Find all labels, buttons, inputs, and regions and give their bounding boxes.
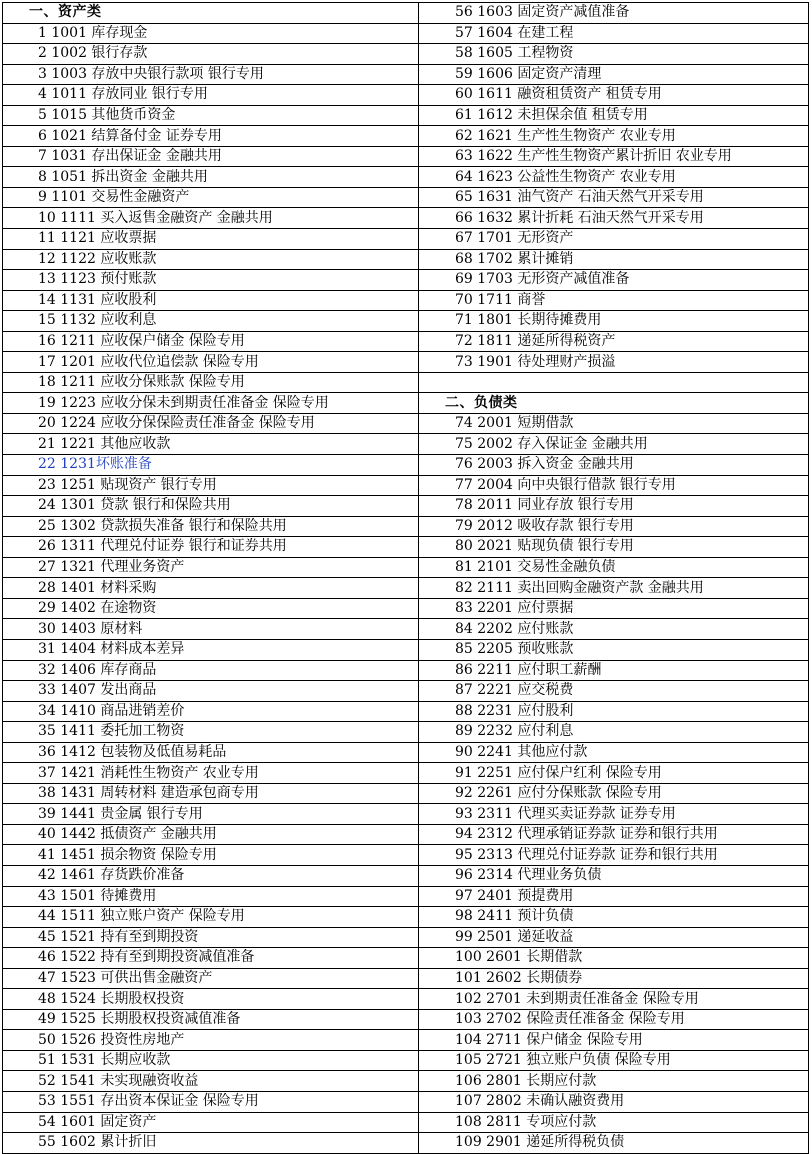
table-row [3, 85, 419, 106]
table-row [3, 1091, 419, 1112]
table-row [3, 413, 419, 434]
table-row [3, 475, 419, 496]
account-cell[interactable]: 100 2601 长期借款 [419, 948, 809, 969]
table-row [3, 578, 419, 599]
table-row [3, 948, 419, 969]
account-cell[interactable]: 64 1623 公益性生物资产 农业专用 [419, 167, 809, 188]
table-row [3, 804, 419, 825]
account-cell[interactable]: 65 1631 油气资产 石油天然气开采专用 [419, 187, 809, 208]
account-cell[interactable]: 63 1622 生产性生物资产累计折旧 农业专用 [419, 146, 809, 167]
table-row [3, 372, 419, 393]
table-row [419, 763, 809, 784]
account-cell[interactable]: 104 2711 保户储金 保险专用 [419, 1030, 809, 1051]
account-cell[interactable]: 108 2811 专项应付款 [419, 1112, 809, 1133]
account-cell[interactable]: 81 2101 交易性金融负债 [419, 557, 809, 578]
account-cell[interactable]: 85 2205 预收账款 [419, 639, 809, 660]
account-cell[interactable]: 9 1101 交易性金融资产 [3, 187, 419, 208]
table-row [3, 927, 419, 948]
account-cell[interactable]: 11 1121 应收票据 [3, 229, 419, 250]
account-cell[interactable]: 93 2311 代理买卖证券款 证券专用 [419, 804, 809, 825]
account-cell[interactable]: 22 1231坏账准备 [3, 455, 419, 476]
table-row [419, 475, 809, 496]
table-row [419, 907, 809, 928]
table-row [3, 660, 419, 681]
table-row [3, 187, 419, 208]
account-cell[interactable]: 71 1801 长期待摊费用 [419, 311, 809, 332]
account-cell[interactable]: 58 1605 工程物资 [419, 44, 809, 65]
account-cell[interactable]: 68 1702 累计摊销 [419, 249, 809, 270]
account-cell[interactable]: 80 2021 贴现负债 银行专用 [419, 537, 809, 558]
account-cell[interactable]: 28 1401 材料采购 [3, 578, 419, 599]
account-cell[interactable]: 37 1421 消耗性生物资产 农业专用 [3, 763, 419, 784]
table-row [419, 886, 809, 907]
table-row [3, 968, 419, 989]
table-row [3, 1009, 419, 1030]
account-cell[interactable]: 47 1523 可供出售金融资产 [3, 968, 419, 989]
table-row [3, 1133, 419, 1154]
table-row [419, 167, 809, 188]
account-cell[interactable]: 101 2602 长期债券 [419, 968, 809, 989]
account-cell[interactable]: 89 2232 应付利息 [419, 722, 809, 743]
account-cell[interactable]: 94 2312 代理承销证券款 证券和银行共用 [419, 824, 809, 845]
table-row [419, 434, 809, 455]
asset-table [2, 2, 419, 1154]
account-cell[interactable]: 8 1051 拆出资金 金融共用 [3, 167, 419, 188]
table-row [419, 845, 809, 866]
account-cell[interactable]: 34 1410 商品进销差价 [3, 701, 419, 722]
table-row [3, 1050, 419, 1071]
section-header-row [3, 3, 419, 24]
account-cell[interactable]: 96 2314 代理业务负债 [419, 865, 809, 886]
account-cell[interactable]: 55 1602 累计折旧 [3, 1133, 419, 1154]
account-cell[interactable]: 42 1461 存货跌价准备 [3, 865, 419, 886]
account-cell[interactable]: 18 1211 应收分保账款 保险专用 [3, 372, 419, 393]
account-cell[interactable]: 14 1131 应收股利 [3, 290, 419, 311]
table-row [419, 393, 809, 414]
table-row [419, 496, 809, 517]
account-cell[interactable]: 49 1525 长期股权投资减值准备 [3, 1009, 419, 1030]
account-cell[interactable]: 72 1811 递延所得税资产 [419, 331, 809, 352]
table-row [3, 311, 419, 332]
account-cell[interactable]: 84 2202 应付账款 [419, 619, 809, 640]
table-row [419, 64, 809, 85]
table-row [419, 660, 809, 681]
table-row [3, 639, 419, 660]
table-row [419, 989, 809, 1010]
table-row [3, 907, 419, 928]
table-row [3, 845, 419, 866]
table-row [419, 598, 809, 619]
account-cell[interactable]: 75 2002 存入保证金 金融共用 [419, 434, 809, 455]
account-cell[interactable]: 43 1501 待摊费用 [3, 886, 419, 907]
account-cell[interactable]: 46 1522 持有至到期投资减值准备 [3, 948, 419, 969]
account-cell[interactable]: 86 2211 应付职工薪酬 [419, 660, 809, 681]
table-row [419, 270, 809, 291]
account-cell[interactable]: 74 2001 短期借款 [419, 413, 809, 434]
table-row [3, 824, 419, 845]
account-cell[interactable]: 70 1711 商誉 [419, 290, 809, 311]
account-cell[interactable]: 50 1526 投资性房地产 [3, 1030, 419, 1051]
table-row [3, 701, 419, 722]
account-cell[interactable]: 79 2012 吸收存款 银行专用 [419, 516, 809, 537]
table-row [419, 1112, 809, 1133]
account-cell[interactable]: 5 1015 其他货币资金 [3, 105, 419, 126]
table-row [3, 557, 419, 578]
table-row [3, 249, 419, 270]
table-row [419, 1030, 809, 1051]
account-cell[interactable]: 60 1611 融资租赁资产 租赁专用 [419, 85, 809, 106]
table-row [419, 516, 809, 537]
account-cell[interactable]: 6 1021 结算备付金 证券专用 [3, 126, 419, 147]
table-row [419, 290, 809, 311]
table-row [419, 681, 809, 702]
table-row [3, 64, 419, 85]
account-cell[interactable]: 23 1251 贴现资产 银行专用 [3, 475, 419, 496]
account-cell[interactable]: 76 2003 拆入资金 金融共用 [419, 455, 809, 476]
table-row [419, 85, 809, 106]
account-cell[interactable]: 33 1407 发出商品 [3, 681, 419, 702]
account-cell[interactable]: 59 1606 固定资产清理 [419, 64, 809, 85]
table-row [419, 1133, 809, 1154]
table-row [3, 783, 419, 804]
table-row [3, 455, 419, 476]
table-row [3, 496, 419, 517]
account-cell[interactable]: 66 1632 累计折耗 石油天然气开采专用 [419, 208, 809, 229]
account-cell[interactable]: 51 1531 长期应收款 [3, 1050, 419, 1071]
table-row [3, 989, 419, 1010]
section-header-liabilities[interactable]: 二、负债类 [419, 393, 809, 414]
account-cell[interactable]: 83 2201 应付票据 [419, 598, 809, 619]
table-row [419, 865, 809, 886]
liability-table [418, 2, 809, 1154]
account-cell[interactable]: 73 1901 待处理财产损溢 [419, 352, 809, 373]
table-row [419, 372, 809, 393]
account-cell[interactable]: 78 2011 同业存放 银行专用 [419, 496, 809, 517]
table-row [419, 187, 809, 208]
table-row [419, 1091, 809, 1112]
table-row [419, 455, 809, 476]
account-cell[interactable]: 2 1002 银行存款 [3, 44, 419, 65]
account-cell[interactable]: 106 2801 长期应付款 [419, 1071, 809, 1092]
table-row [419, 578, 809, 599]
table-row [419, 619, 809, 640]
table-row [419, 927, 809, 948]
account-cell[interactable]: 44 1511 独立账户资产 保险专用 [3, 907, 419, 928]
table-row [419, 948, 809, 969]
table-row [419, 537, 809, 558]
account-cell[interactable]: 97 2401 预提费用 [419, 886, 809, 907]
table-row [419, 208, 809, 229]
account-cell[interactable]: 88 2231 应付股利 [419, 701, 809, 722]
account-cell[interactable]: 30 1403 原材料 [3, 619, 419, 640]
table-row [419, 105, 809, 126]
account-cell[interactable]: 1 1001 库存现金 [3, 23, 419, 44]
table-row [419, 311, 809, 332]
table-row [3, 598, 419, 619]
account-cell[interactable]: 15 1132 应收利息 [3, 311, 419, 332]
account-cell[interactable]: 3 1003 存放中央银行款项 银行专用 [3, 64, 419, 85]
account-cell[interactable]: 57 1604 在建工程 [419, 23, 809, 44]
table-row [419, 331, 809, 352]
table-row [419, 1050, 809, 1071]
table-row [3, 886, 419, 907]
account-cell[interactable]: 82 2111 卖出回购金融资产款 金融共用 [419, 578, 809, 599]
table-row [3, 126, 419, 147]
table-row [419, 824, 809, 845]
account-cell[interactable]: 91 2251 应付保户红利 保险专用 [419, 763, 809, 784]
account-cell[interactable]: 12 1122 应收账款 [3, 249, 419, 270]
table-row [3, 619, 419, 640]
account-cell[interactable]: 45 1521 持有至到期投资 [3, 927, 419, 948]
table-row [3, 23, 419, 44]
section-header-assets[interactable]: 一、资产类 [3, 3, 419, 24]
table-row [419, 701, 809, 722]
table-row [3, 44, 419, 65]
table-row [419, 249, 809, 270]
account-cell[interactable]: 90 2241 其他应付款 [419, 742, 809, 763]
account-cell[interactable]: 61 1612 未担保余值 租赁专用 [419, 105, 809, 126]
account-cell[interactable]: 26 1311 代理兑付证券 银行和证券共用 [3, 537, 419, 558]
table-row [3, 434, 419, 455]
account-cell[interactable]: 103 2702 保险责任准备金 保险专用 [419, 1009, 809, 1030]
liability-table-body [419, 3, 809, 1154]
account-cell[interactable]: 31 1404 材料成本差异 [3, 639, 419, 660]
account-cell[interactable]: 38 1431 周转材料 建造承包商专用 [3, 783, 419, 804]
table-row [419, 968, 809, 989]
account-cell[interactable]: 10 1111 买入返售金融资产 金融共用 [3, 208, 419, 229]
table-row [419, 639, 809, 660]
empty-cell[interactable] [419, 372, 809, 393]
table-row [3, 146, 419, 167]
table-row [3, 105, 419, 126]
table-row [419, 44, 809, 65]
table-row [3, 865, 419, 886]
account-cell[interactable]: 54 1601 固定资产 [3, 1112, 419, 1133]
table-row [419, 146, 809, 167]
table-row [3, 763, 419, 784]
account-cell[interactable]: 19 1223 应收分保未到期责任准备金 保险专用 [3, 393, 419, 414]
table-row [3, 742, 419, 763]
account-cell[interactable]: 92 2261 应付分保账款 保险专用 [419, 783, 809, 804]
account-cell[interactable]: 56 1603 固定资产减值准备 [419, 3, 809, 24]
account-cell[interactable]: 107 2802 未确认融资费用 [419, 1091, 809, 1112]
account-cell[interactable]: 20 1224 应收分保保险责任准备金 保险专用 [3, 413, 419, 434]
table-row [3, 270, 419, 291]
table-row [3, 1112, 419, 1133]
account-cell[interactable]: 41 1451 损余物资 保险专用 [3, 845, 419, 866]
table-row [419, 3, 809, 24]
asset-table-body [3, 3, 419, 1154]
account-cell[interactable]: 21 1221 其他应收款 [3, 434, 419, 455]
table-row [419, 126, 809, 147]
account-cell[interactable]: 109 2901 递延所得税负债 [419, 1133, 809, 1154]
account-cell[interactable]: 105 2721 独立账户负债 保险专用 [419, 1050, 809, 1071]
account-cell[interactable]: 48 1524 长期股权投资 [3, 989, 419, 1010]
table-row [3, 681, 419, 702]
table-row [419, 783, 809, 804]
account-cell[interactable]: 13 1123 预付账款 [3, 270, 419, 291]
account-cell[interactable]: 7 1031 存出保证金 金融共用 [3, 146, 419, 167]
account-cell[interactable]: 39 1441 贵金属 银行专用 [3, 804, 419, 825]
table-row [419, 413, 809, 434]
table-row [419, 742, 809, 763]
account-cell[interactable]: 67 1701 无形资产 [419, 229, 809, 250]
table-row [3, 1030, 419, 1051]
account-cell[interactable]: 25 1302 贷款损失准备 银行和保险共用 [3, 516, 419, 537]
account-cell[interactable]: 29 1402 在途物资 [3, 598, 419, 619]
account-cell[interactable]: 16 1211 应收保户储金 保险专用 [3, 331, 419, 352]
table-row [3, 1071, 419, 1092]
table-row [419, 804, 809, 825]
account-cell[interactable]: 35 1411 委托加工物资 [3, 722, 419, 743]
table-row [419, 557, 809, 578]
table-row [3, 208, 419, 229]
table-row [3, 537, 419, 558]
table-row [3, 290, 419, 311]
table-row [3, 393, 419, 414]
table-row [3, 722, 419, 743]
account-cell[interactable]: 4 1011 存放同业 银行专用 [3, 85, 419, 106]
account-cell[interactable]: 36 1412 包装物及低值易耗品 [3, 742, 419, 763]
account-cell[interactable]: 62 1621 生产性生物资产 农业专用 [419, 126, 809, 147]
account-cell[interactable]: 87 2221 应交税费 [419, 681, 809, 702]
table-row [419, 352, 809, 373]
account-cell[interactable]: 17 1201 应收代位追偿款 保险专用 [3, 352, 419, 373]
table-row [419, 722, 809, 743]
account-cell[interactable]: 102 2701 未到期责任准备金 保险专用 [419, 989, 809, 1010]
account-cell[interactable]: 77 2004 向中央银行借款 银行专用 [419, 475, 809, 496]
table-row [419, 23, 809, 44]
account-cell[interactable]: 27 1321 代理业务资产 [3, 557, 419, 578]
account-cell[interactable]: 53 1551 存出资本保证金 保险专用 [3, 1091, 419, 1112]
account-cell[interactable]: 52 1541 未实现融资收益 [3, 1071, 419, 1092]
account-cell[interactable]: 99 2501 递延收益 [419, 927, 809, 948]
table-row [3, 229, 419, 250]
account-cell[interactable]: 32 1406 库存商品 [3, 660, 419, 681]
table-row [3, 352, 419, 373]
table-row [3, 516, 419, 537]
account-cell[interactable]: 69 1703 无形资产减值准备 [419, 270, 809, 291]
table-row [419, 229, 809, 250]
account-cell[interactable]: 98 2411 预计负债 [419, 907, 809, 928]
table-row [419, 1071, 809, 1092]
table-row [3, 331, 419, 352]
table-row [419, 1009, 809, 1030]
account-cell[interactable]: 95 2313 代理兑付证券款 证券和银行共用 [419, 845, 809, 866]
account-cell[interactable]: 24 1301 贷款 银行和保险共用 [3, 496, 419, 517]
table-row [3, 167, 419, 188]
account-cell[interactable]: 40 1442 抵债资产 金融共用 [3, 824, 419, 845]
